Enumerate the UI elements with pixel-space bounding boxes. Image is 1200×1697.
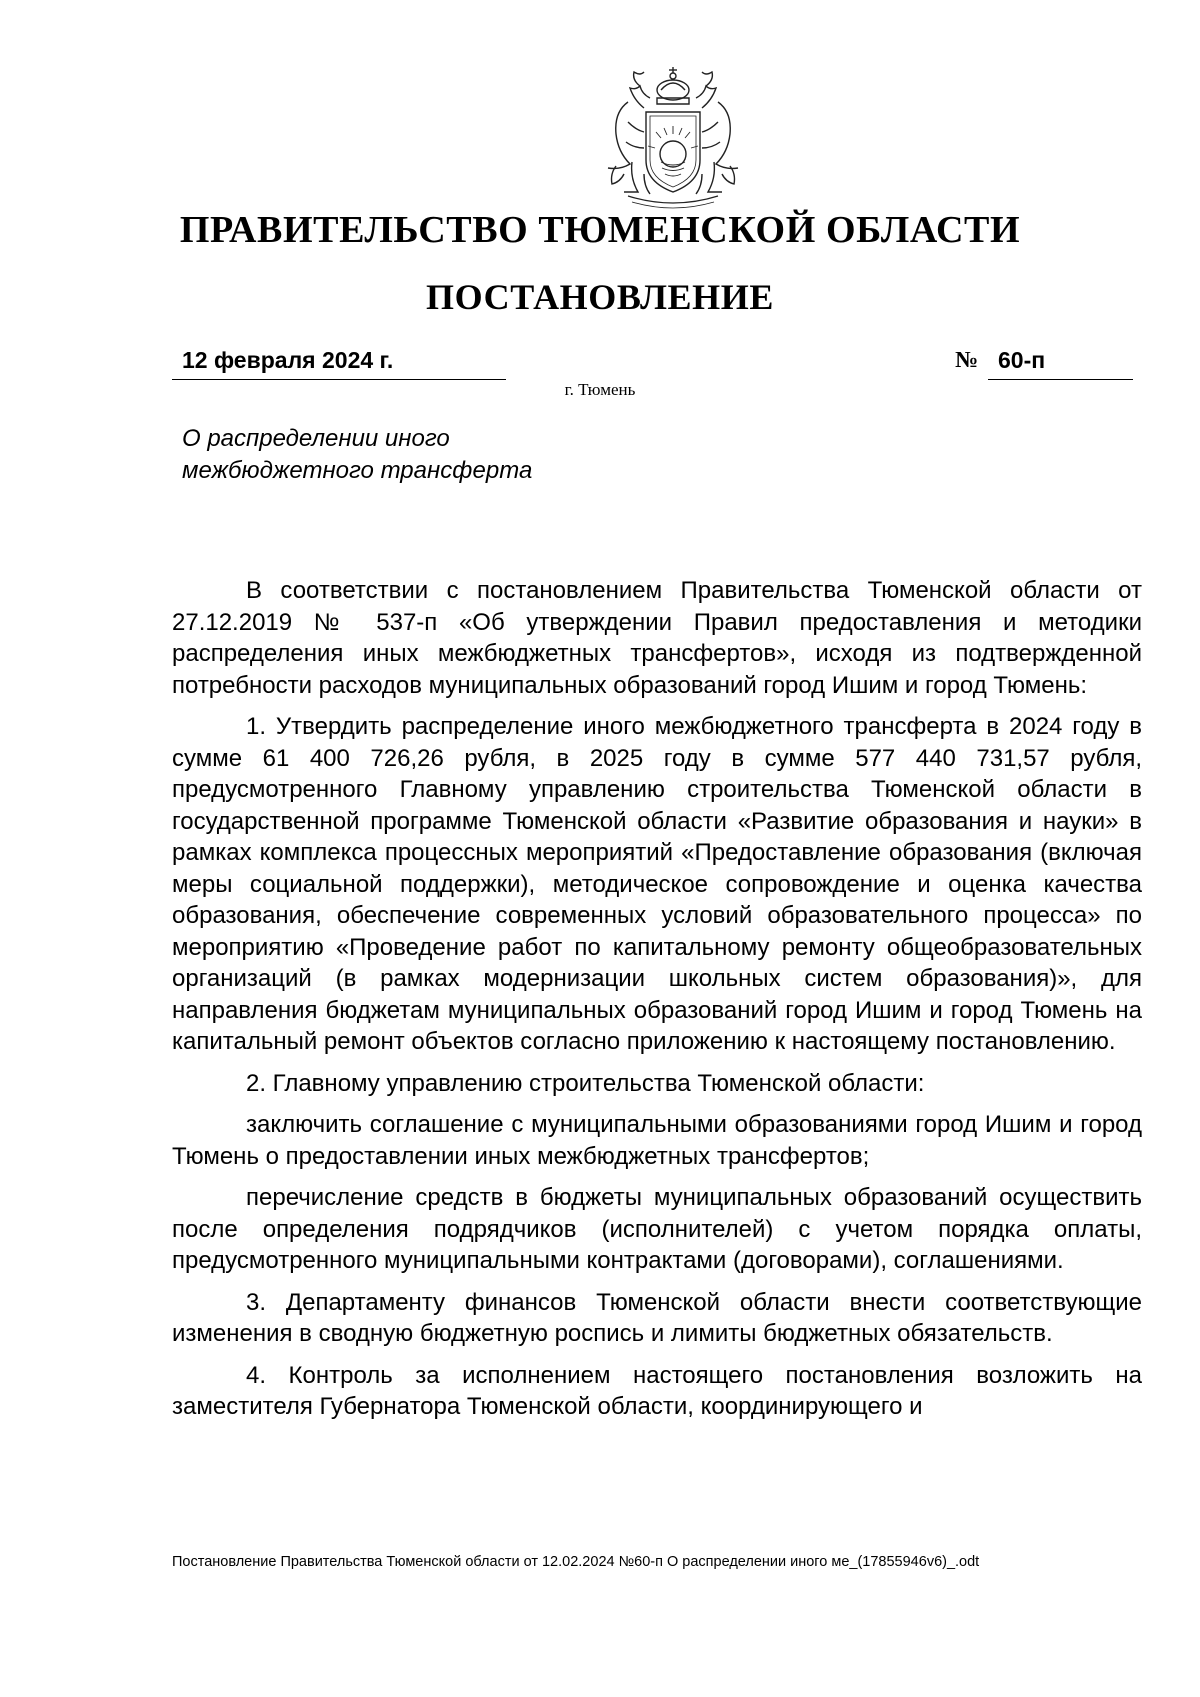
paragraph-preamble: В соответствии с постановлением Правительства Тюменской области от 27.12.2019 № 537-п «Об утверждении Правил предоставления и методики распределения иных межбюджетных трансфертов», исходя из подтвержденной потребности расходов муниципальных образований город Ишим и город Тюмень: xyxy=(172,577,1142,699)
paragraph-item-2-sub-1: заключить соглашение с муниципальными образованиями город Ишим и город Тюмень о предоставлении иных межбюджетных трансфертов; xyxy=(172,1111,1142,1170)
number-sign: № xyxy=(955,347,979,372)
document-subject xyxy=(182,423,532,487)
document-number-field xyxy=(988,346,1133,380)
document-type-title: ПОСТАНОВЛЕНИЕ xyxy=(426,277,774,317)
document-date-field xyxy=(172,346,506,380)
coat-of-arms-icon xyxy=(588,62,758,212)
document-body xyxy=(172,575,1142,1433)
city-name: г. Тюмень xyxy=(564,380,636,399)
page-footer: Постановление Правительства Тюменской области от 12.02.2024 №60-п О распределении иного ме_(17855946v6)_.odt xyxy=(172,1554,980,1570)
paragraph-item-1: 1. Утвердить распределение иного межбюджетного трансферта в 2024 году в сумме 61 400 726,26 рубля, в 2025 году в сумме 577 440 731,57 рубля, предусмотренного Главному управлению строительства Тюменской области в государственной программе Тюменской области «Развитие образования и науки» в рамках комплекса процессных мероприятий «Предоставление образования (включая меры социальной поддержки), методическое сопровождение и оценка качества образования, обеспечение современных условий образовательного процесса» по мероприятию «Проведение работ по капитальному ремонту общеобразовательных организаций (в рамках модернизации школьных систем образования)», для направления бюджетам муниципальных образований город Ишим и город Тюмень на капитальный ремонт объектов согласно приложению к настоящему постановлению. xyxy=(172,713,1142,1055)
paragraph-item-4: 4. Контроль за исполнением настоящего постановления возложить на заместителя Губернатора Тюменской области, координирующего и xyxy=(172,1361,1142,1420)
government-title: ПРАВИТЕЛЬСТВО ТЮМЕНСКОЙ ОБЛАСТИ xyxy=(179,209,1021,251)
paragraph-item-3: 3. Департаменту финансов Тюменской области внести соответствующие изменения в сводную бюджетную роспись и лимиты бюджетных обязательств. xyxy=(172,1288,1142,1347)
paragraph-item-2-sub-2: перечисление средств в бюджеты муниципальных образований осуществить после определения подрядчиков (исполнителей) с учетом порядка оплаты, предусмотренного муниципальными контрактами (договорами), соглашениями. xyxy=(172,1184,1142,1274)
subject-line-1: О распределении иного xyxy=(182,425,450,452)
paragraph-item-2: 2. Главному управлению строительства Тюменской области: xyxy=(246,1069,925,1097)
document-date: 12 февраля 2024 г. xyxy=(182,347,394,373)
subject-line-2: межбюджетного трансферта xyxy=(182,457,533,484)
document-number: 60-п xyxy=(998,347,1046,373)
